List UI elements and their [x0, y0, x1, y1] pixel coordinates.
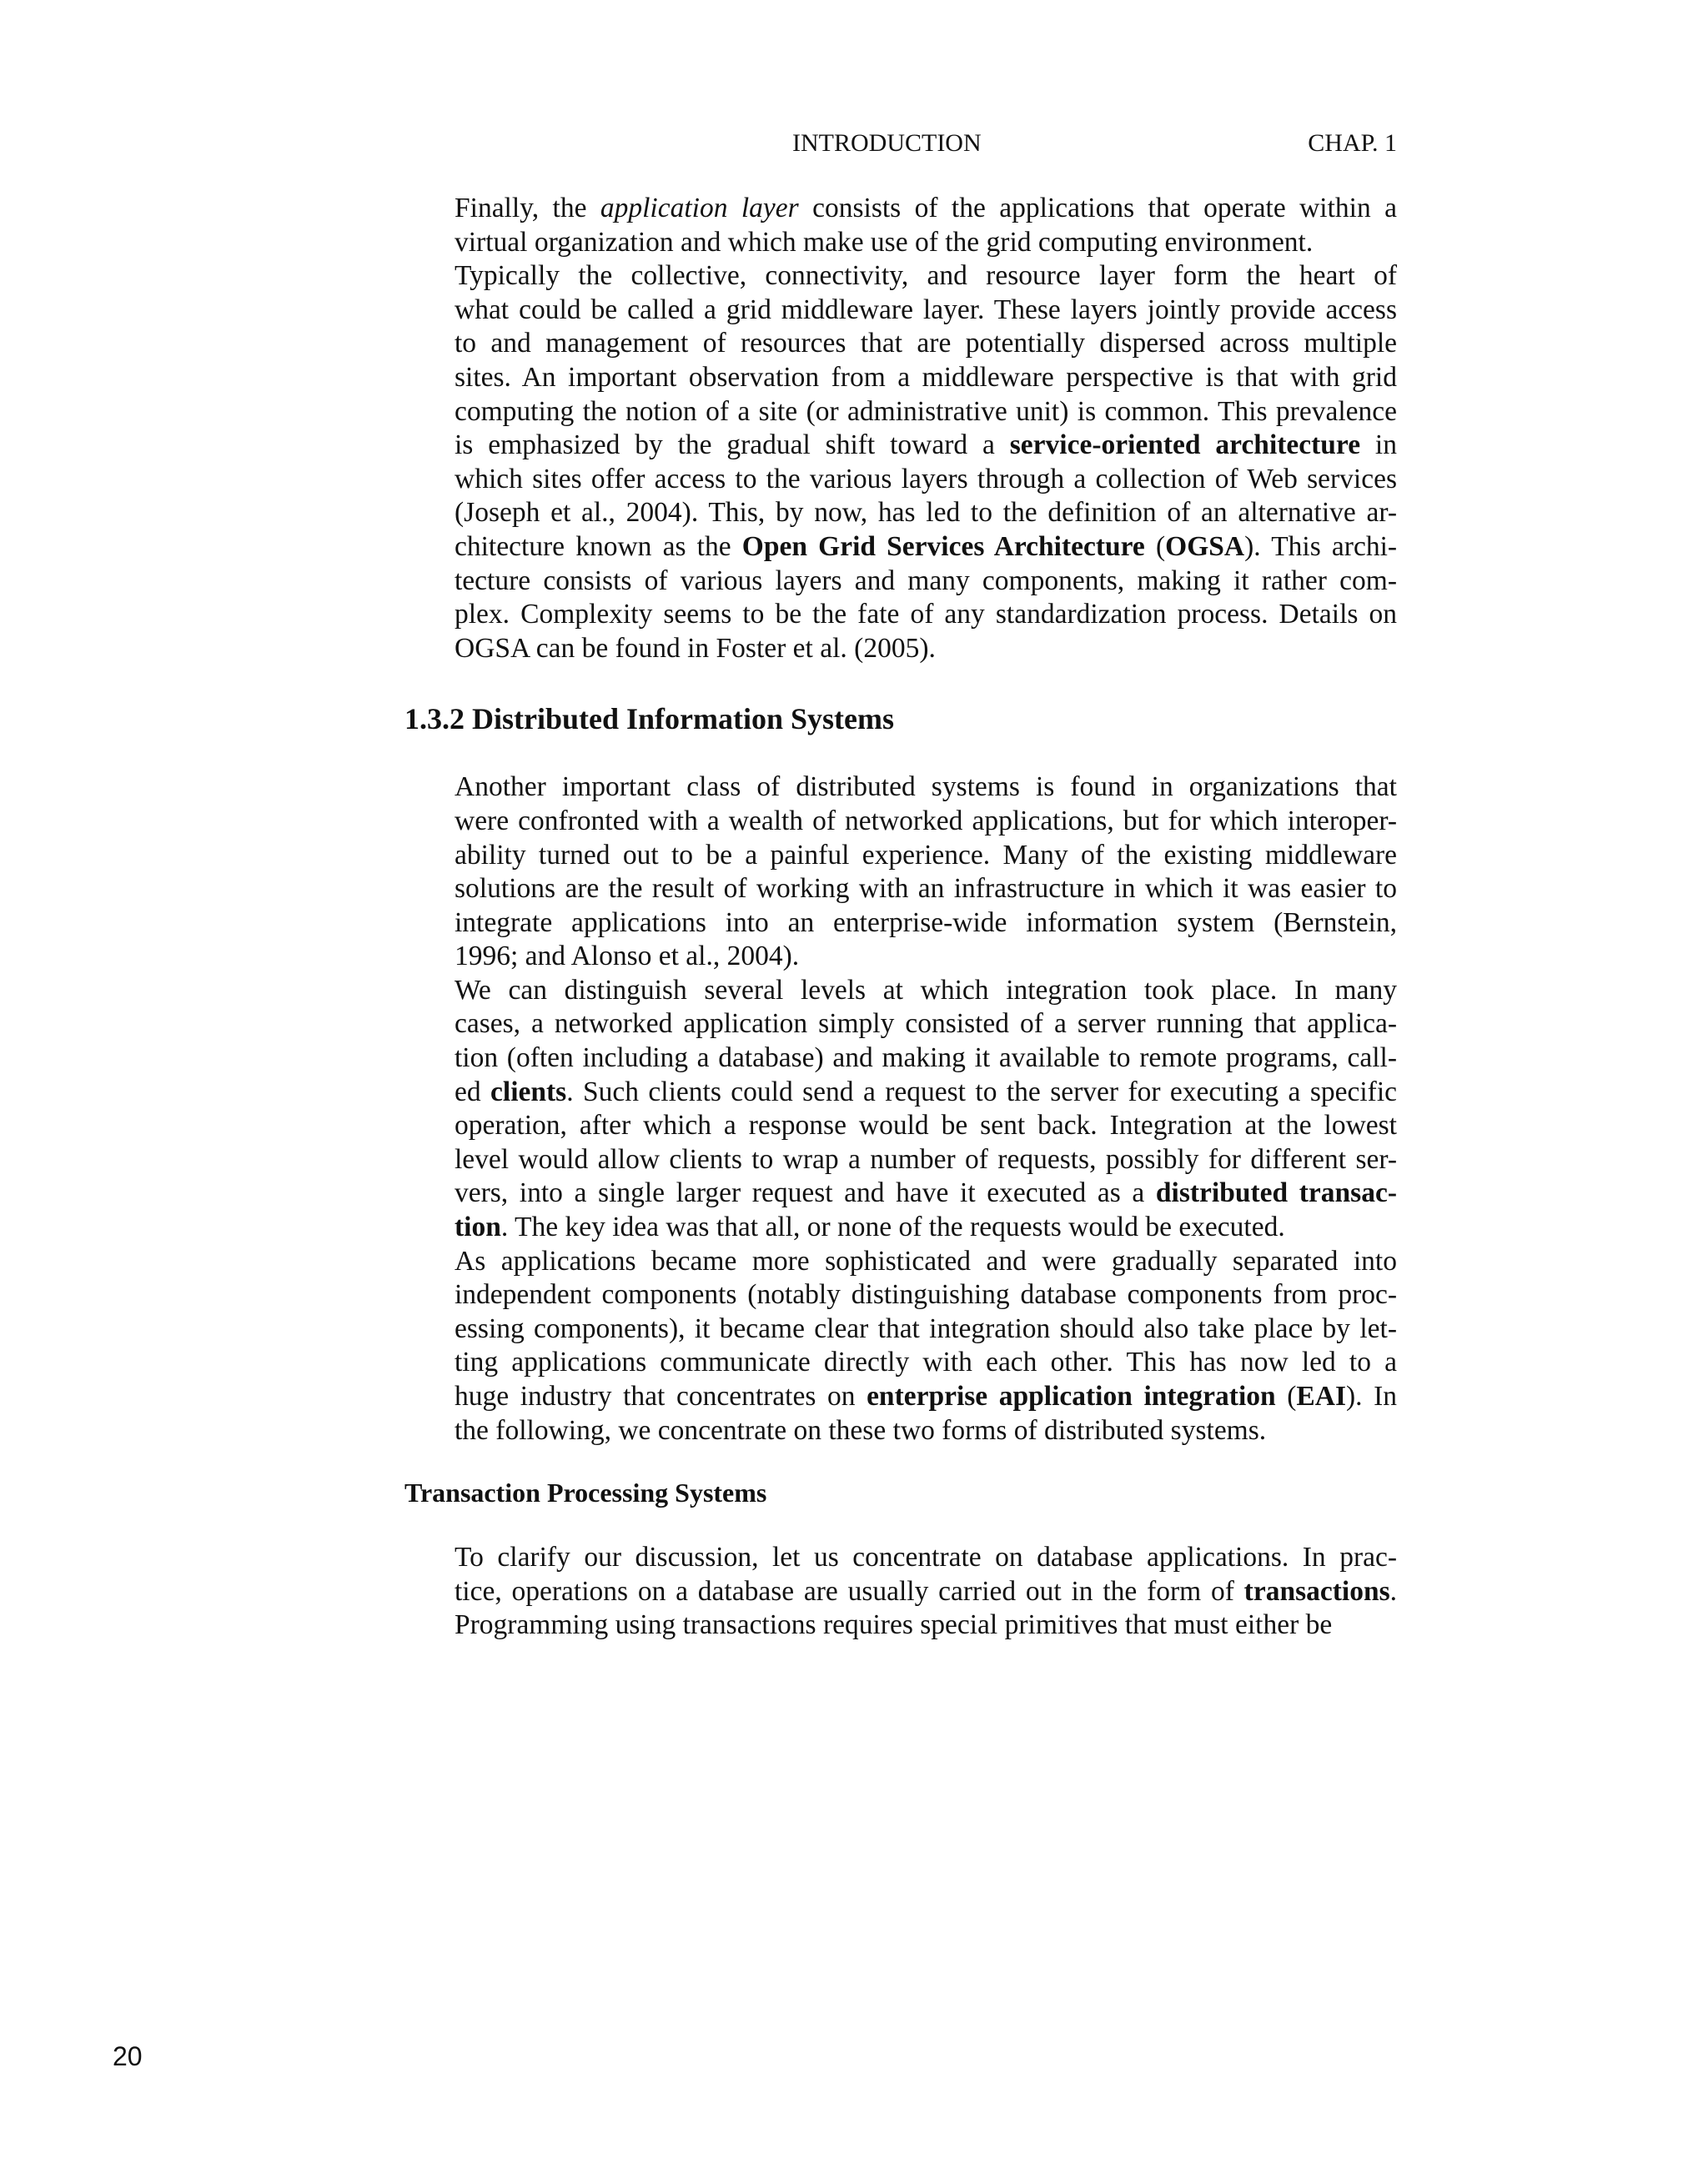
paragraph-distributed-info-systems [404, 770, 1397, 974]
paragraph-transactions [404, 1541, 1397, 1643]
bold-term: OGSA [1165, 530, 1245, 562]
page-body [404, 192, 1397, 1643]
bold-term: transactions [1243, 1575, 1390, 1607]
text-line: independent components (notably distinguishing database components from proc- [455, 1279, 1397, 1311]
text-line: plex. Complexity seems to be the fate of any standardization process. Details on [455, 599, 1397, 630]
text-line: Programming using transactions requires special primitives that must either be [455, 1609, 1333, 1641]
text-line: sites. An important observation from a middleware perspective is that with grid [455, 361, 1397, 393]
bold-term: Open Grid Services Architecture [741, 530, 1145, 562]
text-line: cases, a networked application simply consisted of a server running that applica- [455, 1008, 1397, 1040]
italic-term: application layer [600, 193, 799, 223]
text-line: which sites offer access to the various layers through a collection of Web services [455, 463, 1397, 494]
text-line: computing the notion of a site (or administrative unit) is common. This prevalence [455, 395, 1397, 427]
text-line: We can distinguish several levels at which integration took place. In many [455, 974, 1397, 1006]
text-line: As applications became more sophisticated and were gradually separated into [455, 1245, 1397, 1277]
text-line: chitecture known as the Open Grid Services Architecture (OGSA). This archi- [455, 530, 1398, 562]
text-line: Finally, the application layer consists of the applications that operate within a [455, 193, 1397, 223]
section-heading: 1.3.2 Distributed Information Systems [404, 702, 895, 736]
text-line: ed clients. Such clients could send a request to the server for executing a specific [455, 1076, 1397, 1107]
text-line: to and management of resources that are potentially dispersed across multiple [455, 328, 1397, 359]
running-header [404, 129, 1397, 166]
bold-term: service-oriented architecture [1009, 429, 1361, 461]
chapter-title: INTRODUCTION [792, 129, 982, 157]
paragraph-application-layer [404, 192, 1397, 259]
text-line: is emphasized by the gradual shift toward a service-oriented architecture in [455, 429, 1397, 461]
text-line: essing components), it became clear that integration should also take place by let- [455, 1312, 1397, 1344]
paragraph-integration-levels [404, 974, 1397, 1245]
text-line: OGSA can be found in Foster et al. (2005). [455, 632, 936, 664]
text-line: tion (often including a database) and making it available to remote programs, call- [455, 1042, 1397, 1074]
text-line: tion. The key idea was that all, or none of the requests would be executed. [455, 1212, 1285, 1243]
text-line: the following, we concentrate on these two forms of distributed systems. [455, 1414, 1267, 1446]
text-line: operation, after which a response would be sent back. Integration at the lowest [455, 1110, 1397, 1142]
page-number: 20 [113, 2041, 143, 2071]
bold-term: clients [490, 1076, 567, 1107]
text-line: were confronted with a wealth of networked applications, but for which interoper- [455, 805, 1397, 836]
text-line: what could be called a grid middleware layer. These layers jointly provide access [455, 294, 1397, 325]
text-line: (Joseph et al., 2004). This, by now, has led to the definition of an alternative ar- [455, 497, 1397, 529]
bold-term: distributed transac- [1155, 1177, 1397, 1209]
text-line: Another important class of distributed systems is found in organizations that [455, 771, 1397, 803]
text-line: Typically the collective, connectivity, and resource layer form the heart of [455, 260, 1397, 292]
text-line: ability turned out to be a painful experience. Many of the existing middleware [455, 839, 1397, 871]
text-line: tice, operations on a database are usually carried out in the form of transactions. [455, 1575, 1397, 1607]
paragraph-grid-middleware [404, 259, 1397, 665]
subsection-heading: Transaction Processing Systems [404, 1478, 767, 1508]
bold-term: enterprise application integration [867, 1381, 1276, 1412]
text-line: To clarify our discussion, let us concentrate on database applications. In prac- [455, 1542, 1397, 1573]
text-line: vers, into a single larger request and have it executed as a distributed transac- [455, 1177, 1397, 1209]
text-line: huge industry that concentrates on enterprise application integration (EAI). In [455, 1381, 1398, 1412]
text-line: integrate applications into an enterprise-wide information system (Bernstein, [455, 906, 1397, 938]
text-line: ting applications communicate directly with each other. This has now led to a [455, 1347, 1397, 1378]
chapter-number: CHAP. 1 [1308, 129, 1397, 157]
bold-term: tion [455, 1212, 501, 1243]
text-line: 1996; and Alonso et al., 2004). [455, 941, 800, 972]
text-line: solutions are the result of working with an infrastructure in which it was easier to [455, 873, 1397, 905]
text-line: virtual organization and which make use of the grid computing environment. [455, 226, 1314, 258]
text-line: level would allow clients to wrap a number of requests, possibly for different ser- [455, 1143, 1397, 1175]
bold-term: EAI [1296, 1381, 1346, 1412]
text-line: tecture consists of various layers and many components, making it rather com- [455, 565, 1397, 596]
paragraph-eai [404, 1245, 1397, 1448]
